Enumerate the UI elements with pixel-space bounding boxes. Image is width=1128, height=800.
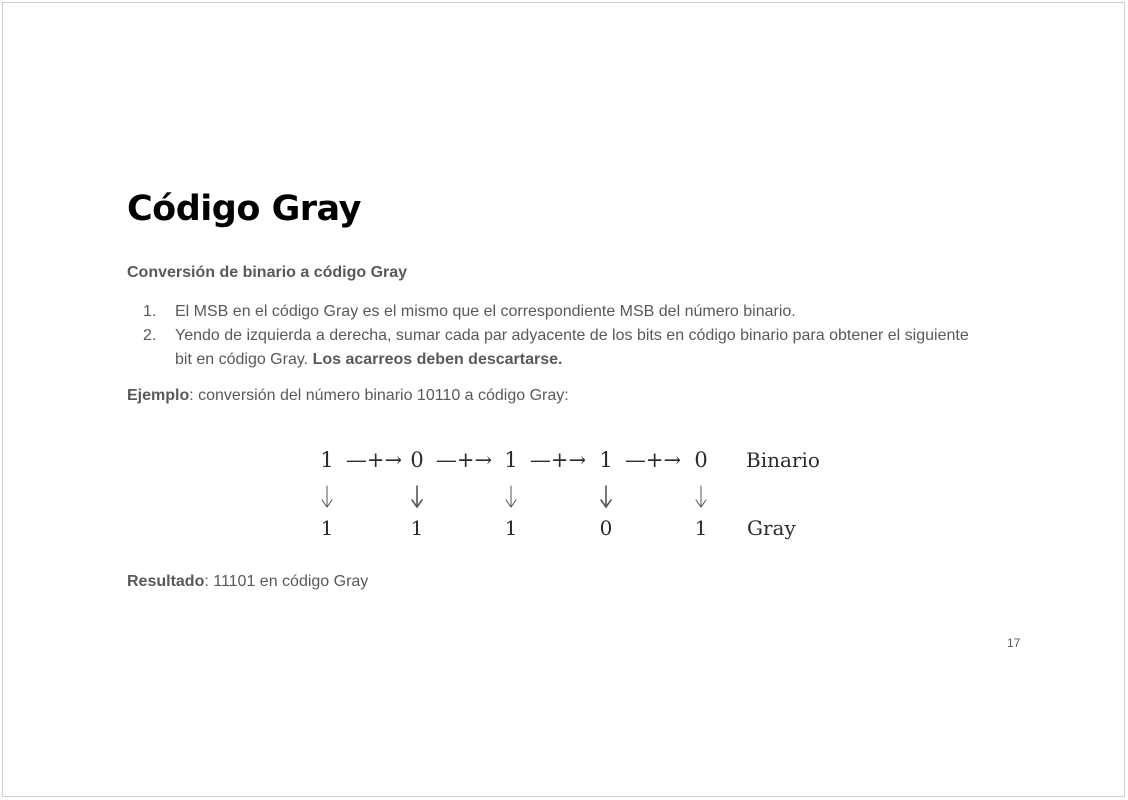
conversion-diagram xyxy=(303,439,843,549)
bit-connector: —+→ xyxy=(435,448,493,472)
gray-label: Gray xyxy=(747,516,796,540)
list-item xyxy=(127,300,987,324)
example-text: : conversión del número binario 10110 a código Gray: xyxy=(189,387,569,404)
slide-title: Código Gray xyxy=(127,189,361,229)
result-label: Resultado xyxy=(127,573,205,590)
bit-connector: —+→ xyxy=(529,448,587,472)
binary-bit: 1 xyxy=(504,448,518,472)
page-number: 17 xyxy=(1007,636,1021,650)
list-item-bold-text: Los acarreos deben descartarse. xyxy=(312,351,563,368)
binary-row xyxy=(320,448,820,472)
slide xyxy=(2,2,1125,797)
list-item-text: Yendo de izquierda a derecha, sumar cada par adyacente de los bits en código binario para obtener el siguiente bit en código Gray. xyxy=(175,327,969,368)
binary-bit: 0 xyxy=(410,448,424,472)
list-item xyxy=(127,324,987,372)
gray-bit: 1 xyxy=(694,516,708,540)
binary-label: Binario xyxy=(746,448,820,472)
gray-row xyxy=(321,516,797,540)
steps-list xyxy=(127,300,987,372)
list-item-text: El MSB en el código Gray es el mismo que el correspondiente MSB del número binario. xyxy=(175,303,796,320)
list-item-number: 1. xyxy=(143,303,157,320)
gray-bit: 1 xyxy=(320,516,334,540)
bit-connector: —+→ xyxy=(345,448,403,472)
gray-bit: 1 xyxy=(504,516,518,540)
bit-connector: —+→ xyxy=(624,448,682,472)
binary-bit: 0 xyxy=(694,448,708,472)
list-item-number: 2. xyxy=(143,327,157,344)
binary-bit: 1 xyxy=(320,448,334,472)
down-arrow-icon xyxy=(322,486,332,507)
section-subtitle: Conversión de binario a código Gray xyxy=(127,264,408,281)
down-arrow-icon xyxy=(601,486,611,507)
down-arrows xyxy=(322,486,706,507)
gray-bit: 0 xyxy=(599,516,613,540)
gray-bit: 1 xyxy=(410,516,424,540)
result-text: : 11101 en código Gray xyxy=(204,573,369,590)
binary-bit: 1 xyxy=(599,448,613,472)
down-arrow-icon xyxy=(506,486,516,507)
example-line xyxy=(127,387,569,405)
down-arrow-icon xyxy=(696,486,706,507)
result-line xyxy=(127,573,368,591)
example-label: Ejemplo xyxy=(127,387,190,404)
down-arrow-icon xyxy=(412,486,422,507)
